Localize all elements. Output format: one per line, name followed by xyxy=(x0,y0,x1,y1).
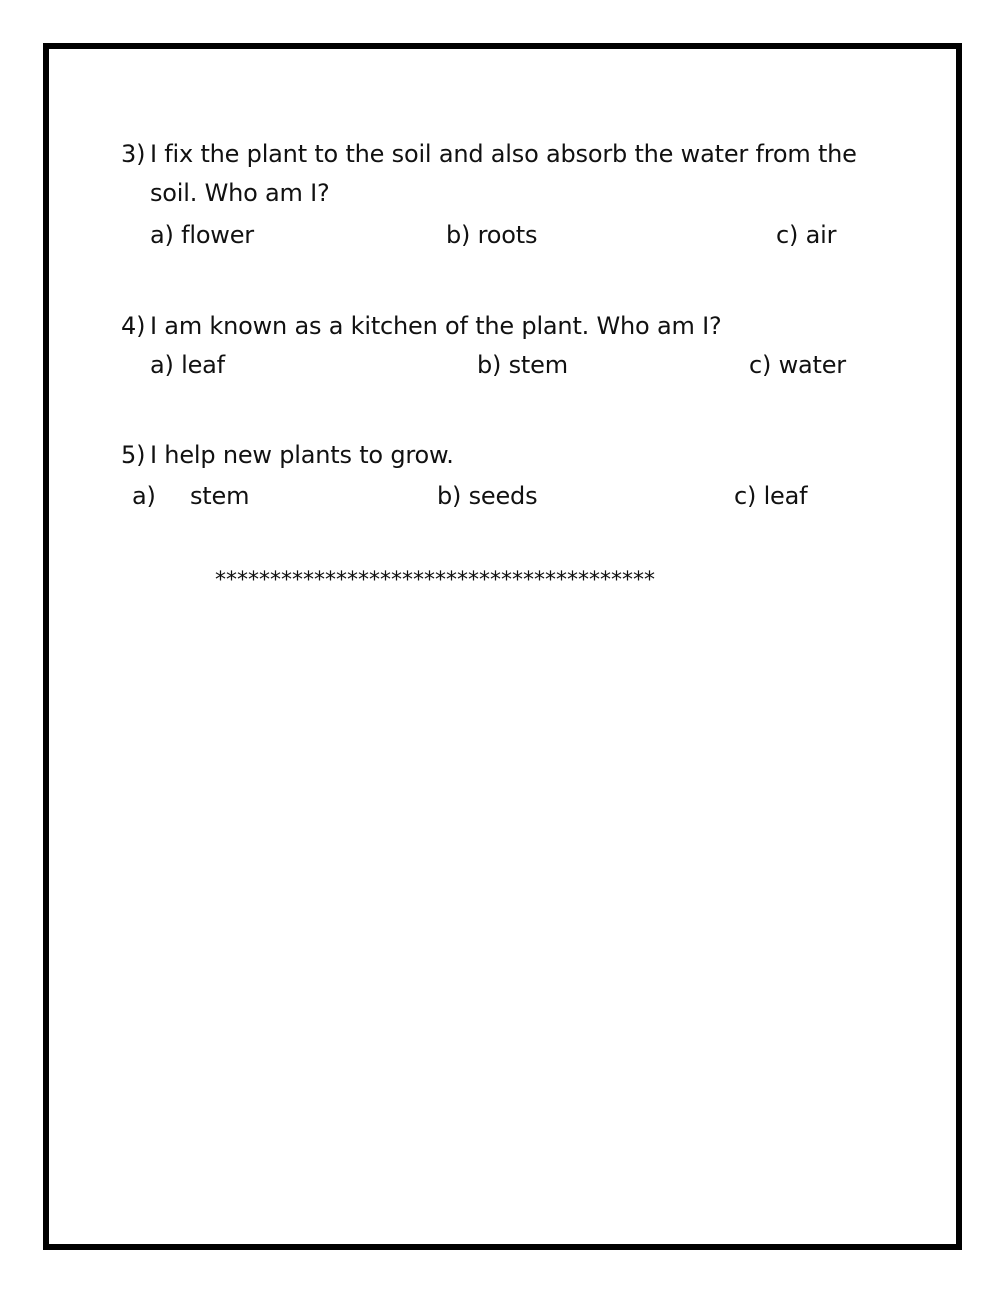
question-4-option-c: c) water xyxy=(749,351,846,379)
separator-asterisks: **************************************** xyxy=(215,568,655,593)
question-5-option-a: stem xyxy=(190,482,250,510)
question-3-number: 3) xyxy=(121,140,146,168)
question-3-option-b: b) roots xyxy=(446,221,538,249)
question-5-number: 5) xyxy=(121,441,146,469)
question-4-option-b: b) stem xyxy=(477,351,568,379)
question-4-text: I am known as a kitchen of the plant. Who am I? xyxy=(150,312,722,340)
question-4-option-a: a) leaf xyxy=(150,351,225,379)
question-3-text-continued: soil. Who am I? xyxy=(150,179,330,207)
question-3-text: I fix the plant to the soil and also absorb the water from the xyxy=(150,140,857,168)
question-5-option-a-label: a) xyxy=(132,482,156,510)
question-3-option-a: a) flower xyxy=(150,221,254,249)
question-3-option-c: c) air xyxy=(776,221,837,249)
question-4-number: 4) xyxy=(121,312,146,340)
question-5-option-c: c) leaf xyxy=(734,482,808,510)
question-5-text: I help new plants to grow. xyxy=(150,441,454,469)
question-5-option-b: b) seeds xyxy=(437,482,538,510)
